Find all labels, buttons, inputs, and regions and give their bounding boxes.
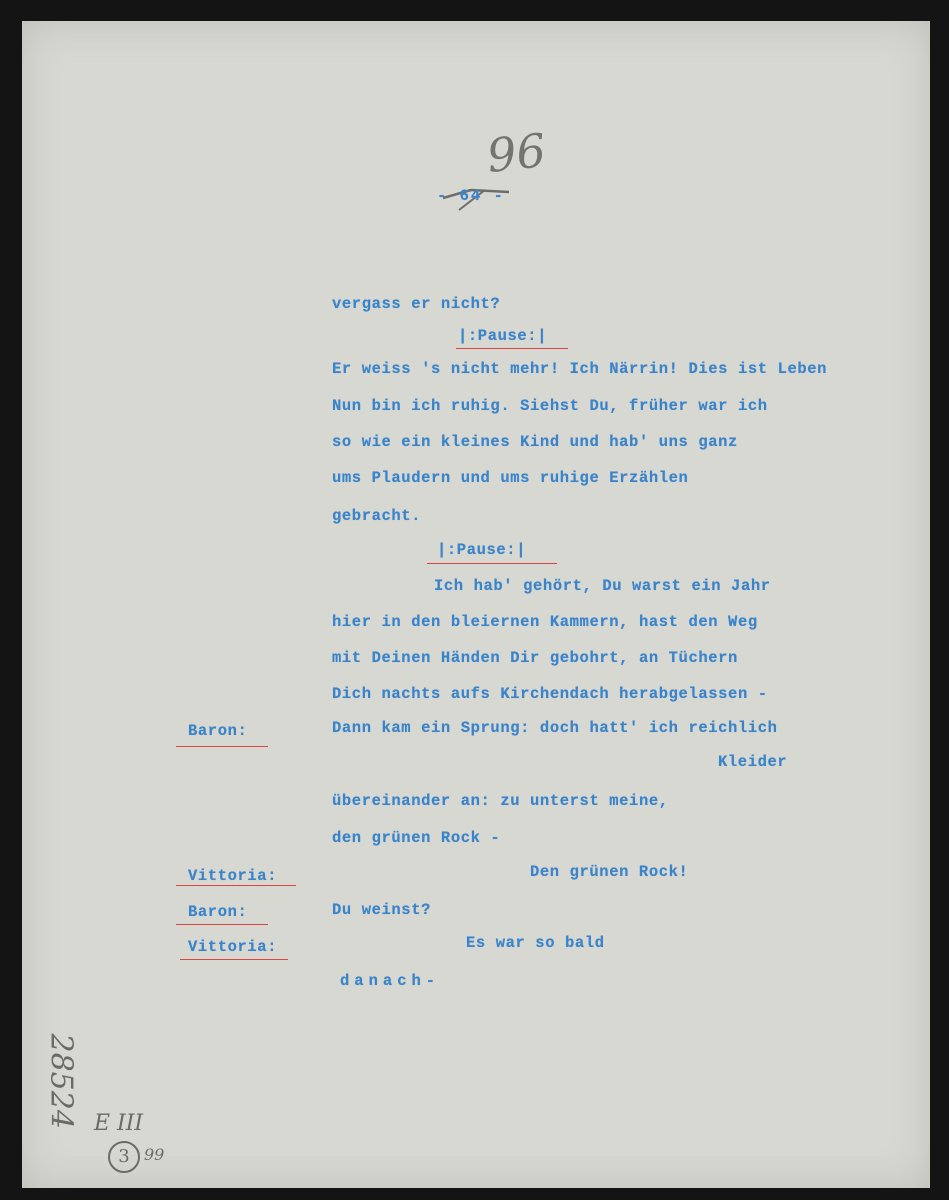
text-line: Er weiss 's nicht mehr! Ich Närrin! Dies ist Leben [332, 360, 828, 378]
pause-direction: |:Pause:| [458, 327, 548, 345]
archive-shelf-mark: E III [94, 1111, 144, 1136]
text-line: ums Plaudern und ums ruhige Erzählen [332, 469, 689, 487]
speaker-underline [180, 959, 288, 960]
text-line: Den grünen Rock! [530, 863, 689, 881]
text-line: danach- [340, 972, 441, 990]
text-line: Es war so bald [466, 934, 605, 952]
speaker-underline [176, 746, 268, 747]
text-line: Kleider [718, 753, 788, 771]
pause-direction: |:Pause:| [437, 541, 527, 559]
speaker-baron: Baron: [188, 903, 248, 921]
circled-digit: 3 [118, 1146, 130, 1167]
text-line: Dann kam ein Sprung: doch hatt' ich reichlich [332, 719, 778, 737]
text-line: vergass er nicht? [332, 295, 501, 313]
text-line: übereinander an: zu unterst meine, [332, 792, 669, 810]
text-line: so wie ein kleines Kind und hab' uns ganz [332, 433, 738, 451]
speaker-baron: Baron: [188, 722, 248, 740]
text-line: Ich hab' gehört, Du warst ein Jahr [434, 577, 771, 595]
pause-underline [456, 348, 568, 349]
archive-folio: 99 [144, 1145, 165, 1164]
pause-underline [427, 563, 557, 564]
speaker-underline [176, 924, 268, 925]
archive-vertical-number: 28524 [43, 1033, 79, 1129]
document-page [22, 21, 930, 1188]
typed-page-number: - 64 - [437, 187, 505, 205]
pencil-page-number: 96 [484, 123, 549, 183]
text-line: den grünen Rock - [332, 829, 501, 847]
text-line: Du weinst? [332, 901, 432, 919]
text-line: Dich nachts aufs Kirchendach herabgelassen - [332, 685, 768, 703]
text-line: mit Deinen Händen Dir gebohrt, an Tüchern [332, 649, 738, 667]
text-line: Nun bin ich ruhig. Siehst Du, früher war ich [332, 397, 768, 415]
text-line: gebracht. [332, 507, 422, 525]
speaker-vittoria: Vittoria: [188, 938, 278, 956]
text-line: hier in den bleiernen Kammern, hast den Weg [332, 613, 758, 631]
archive-circled-number [108, 1141, 140, 1173]
speaker-underline [176, 885, 296, 886]
speaker-vittoria: Vittoria: [188, 867, 278, 885]
